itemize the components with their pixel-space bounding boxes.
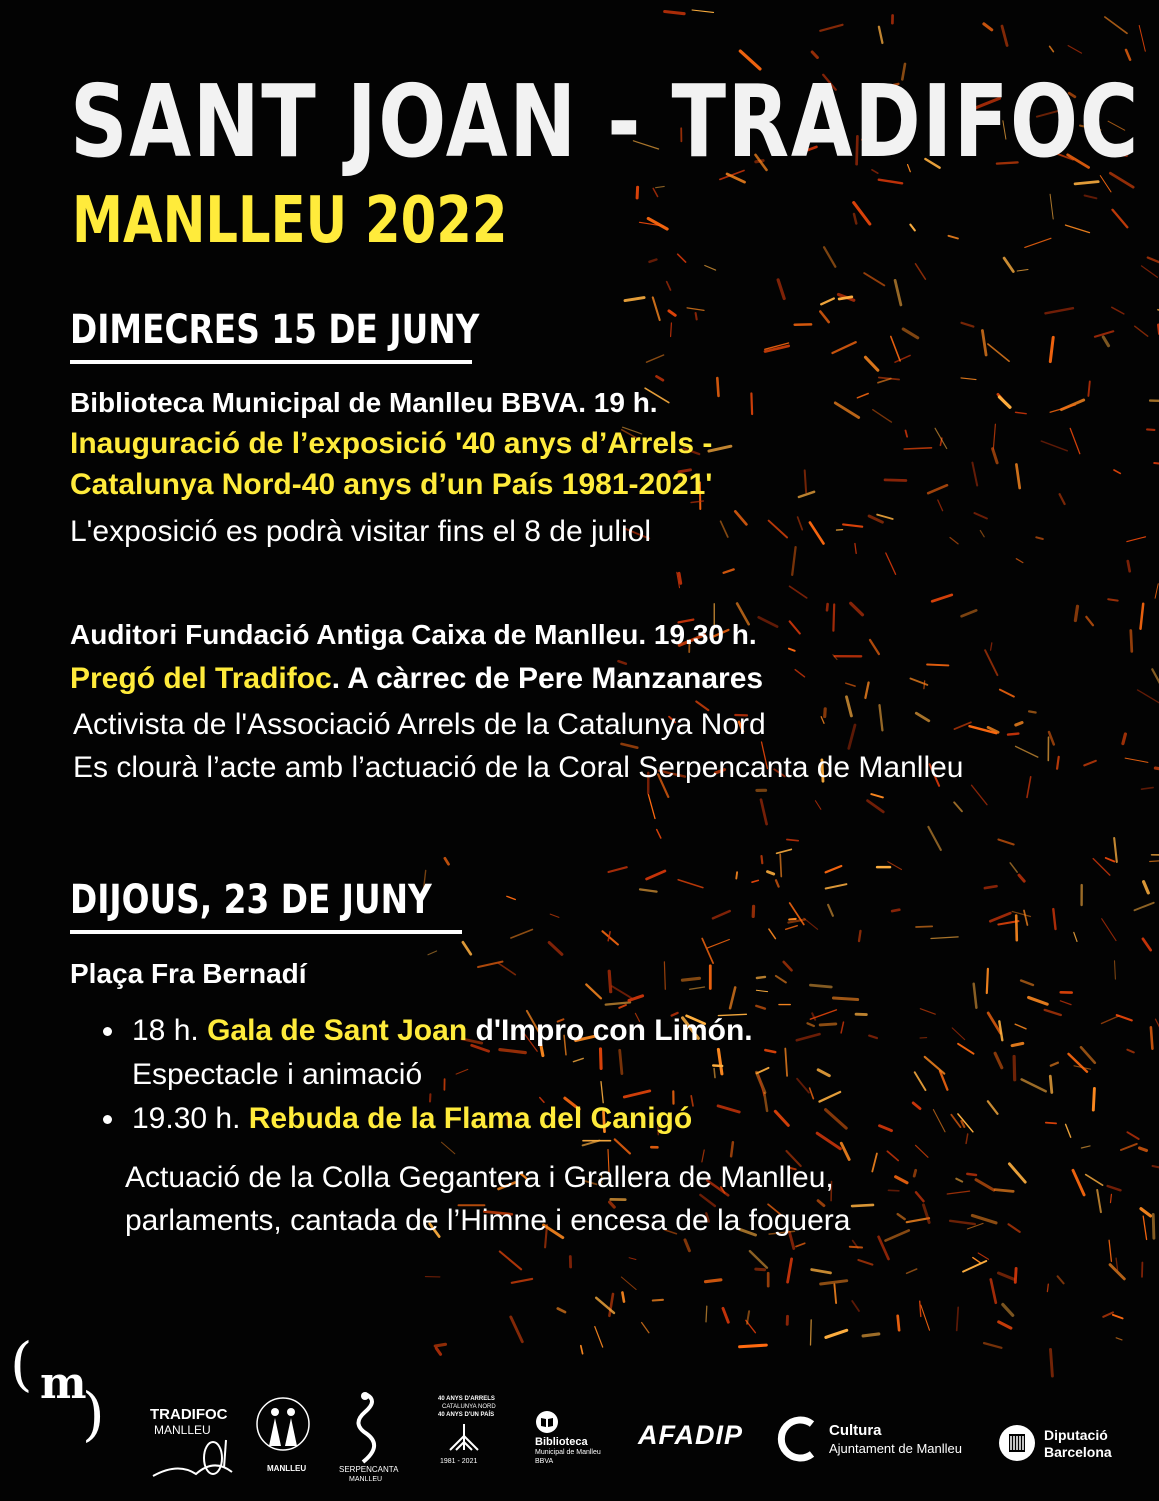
biblioteca-logo-text: Biblioteca — [535, 1436, 588, 1448]
cultura-logo-sub: Ajuntament de Manlleu — [829, 1441, 962, 1456]
event1-note: L'exposició es podrà visitar fins el 8 de juliol — [70, 510, 651, 554]
bullet-dot — [103, 1027, 112, 1036]
closing-line2: parlaments, cantada de l’Himne i encesa de la foguera — [125, 1199, 850, 1243]
item1-suffix: d'Impro con Limón. — [467, 1014, 752, 1047]
arrels-line2: CATALUNYA NORD — [442, 1404, 496, 1410]
arrels-years: 1981 - 2021 — [440, 1458, 477, 1465]
diputacio-logo — [998, 1424, 1148, 1468]
item2-highlight: Rebuda de la Flama del Canigó — [249, 1102, 692, 1135]
roots-icon — [442, 1422, 486, 1452]
tradifoc-logo — [148, 1406, 238, 1501]
cultura-logo — [776, 1416, 976, 1466]
arrels-logo — [428, 1396, 498, 1486]
item1-highlight: Gala de Sant Joan — [207, 1014, 467, 1047]
event2-desc-line2: Es clourà l’acte amb l’actuació de la Coral Serpencanta de Manlleu — [73, 746, 964, 790]
book-icon — [535, 1410, 563, 1438]
serpencanta-logo-text: SERPENCANTA — [339, 1465, 398, 1474]
item2-line — [132, 1097, 692, 1141]
coat-of-arms-icon — [998, 1424, 1036, 1462]
event1-highlight-line2: Catalunya Nord-40 anys d’un País 1981-2021' — [70, 464, 712, 505]
event2-highlight-title: Pregó del Tradifoc — [70, 662, 332, 695]
serpencanta-logo-sub: MANLLEU — [349, 1476, 382, 1483]
c-shape-icon — [776, 1416, 820, 1462]
closing-line1: Actuació de la Colla Gegantera i Grallera de Manlleu, — [125, 1156, 834, 1200]
colla-gegantera-logo — [255, 1390, 315, 1480]
tradifoc-logo-sub: MANLLEU — [154, 1423, 211, 1437]
page-title: SANT JOAN - TRADIFOC — [70, 62, 1140, 182]
day2-divider — [70, 930, 462, 934]
item1-time: 18 h. — [132, 1014, 207, 1047]
arrels-line1: 40 ANYS D'ARRELS — [438, 1396, 495, 1402]
day1-divider — [70, 360, 472, 364]
m-glyph: m — [40, 1358, 87, 1409]
colla-logo-sub: MANLLEU — [267, 1464, 306, 1473]
item1-desc: Espectacle i animació — [132, 1053, 422, 1097]
bullet-dot — [103, 1115, 112, 1124]
event1-highlight-line1: Inauguració de l’exposició '40 anys d’Arrels - — [70, 423, 712, 464]
day2-venue: Plaça Fra Bernadí — [70, 957, 307, 991]
arrels-line3: 40 ANYS D'UN PAÍS — [438, 1412, 494, 1418]
event2-venue: Auditori Fundació Antiga Caixa de Manlleu. 19.30 h. — [70, 618, 757, 652]
diputacio-logo-text: Diputació — [1044, 1427, 1108, 1443]
tradifoc-logo-text: TRADIFOC — [150, 1406, 228, 1423]
close-paren-glyph: ) — [82, 1380, 105, 1448]
giants-icon — [255, 1390, 311, 1460]
day2-heading: DIJOUS, 23 DE JUNY — [70, 876, 432, 924]
open-paren-glyph: ( — [10, 1330, 33, 1398]
page-subtitle: MANLLEU 2022 — [72, 183, 508, 259]
serpent-icon — [335, 1390, 395, 1468]
tradifoc-flame-icon — [148, 1438, 234, 1478]
biblioteca-logo-line3: BBVA — [535, 1458, 553, 1465]
biblioteca-logo — [535, 1410, 625, 1480]
sponsor-logos — [0, 1320, 1159, 1500]
afadip-logo: AFADIP — [638, 1420, 743, 1451]
cultura-logo-text: Cultura — [829, 1422, 882, 1439]
serpencanta-logo — [335, 1390, 405, 1490]
event2-desc-line1: Activista de l'Associació Arrels de la Catalunya Nord — [73, 703, 766, 747]
event2-highlight — [70, 658, 763, 699]
m-logo — [10, 1330, 105, 1450]
item2-time: 19.30 h. — [132, 1102, 249, 1135]
diputacio-logo-sub: Barcelona — [1044, 1444, 1112, 1460]
event2-highlight-suffix: . A càrrec de Pere Manzanares — [332, 662, 763, 695]
biblioteca-logo-line2: Municipal de Manlleu — [535, 1449, 601, 1456]
day1-heading: DIMECRES 15 DE JUNY — [70, 306, 479, 354]
event1-venue: Biblioteca Municipal de Manlleu BBVA. 19 h. — [70, 386, 658, 420]
item1-line — [132, 1009, 753, 1053]
